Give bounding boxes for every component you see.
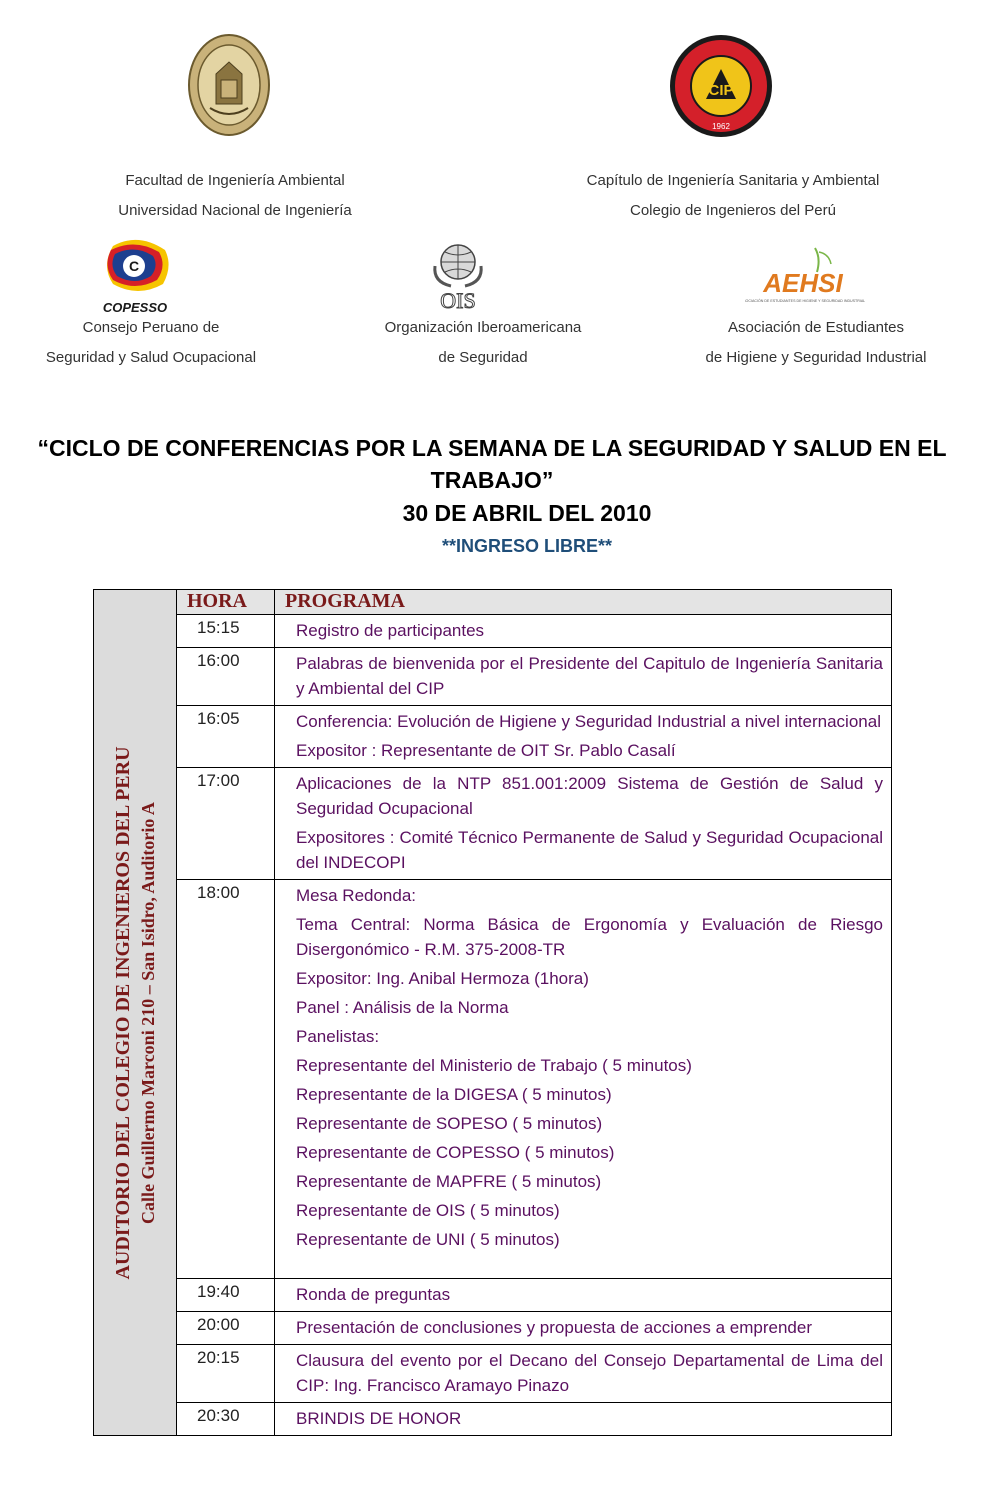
row-program (275, 648, 892, 706)
table-row (94, 1312, 892, 1345)
row-time: 16:05 (177, 706, 275, 768)
programa-header: PROGRAMA (275, 590, 892, 615)
venue-address: Calle Guillermo Marconi 210 – San Isidro, Auditorio A (138, 801, 158, 1224)
organizer-line: Asociación de Estudiantes (728, 319, 904, 336)
table-row (94, 1279, 892, 1312)
program-item: Presentación de conclusiones y propuesta de acciones a emprender (296, 1318, 812, 1337)
program-item: Panelistas: (296, 1027, 380, 1046)
venue-name: AUDITORIO DEL COLEGIO DE INGENIEROS DEL PERU (112, 745, 134, 1280)
organizer-line: Consejo Peruano de (82, 319, 220, 336)
row-time: 16:00 (177, 648, 275, 706)
row-program (275, 1403, 892, 1436)
program-item: Aplicaciones de la NTP 851.001:2009 Sistema de Gestión de Salud y Seguridad Ocupacional (296, 774, 883, 818)
organizer-line: Colegio de Ingenieros del Perú (630, 202, 836, 219)
program-item: Representante de OIS ( 5 minutos) (296, 1201, 560, 1220)
table-header-row (94, 590, 892, 615)
organizer-line: Universidad Nacional de Ingeniería (118, 202, 352, 219)
row-program (275, 880, 892, 1279)
aehsi-logo-subtext: ASOCIACIÓN DE ESTUDIANTES DE HIGIENE Y SEGURIDAD INDUSTRIAL (745, 299, 865, 303)
row-time: 20:15 (177, 1345, 275, 1403)
row-program (275, 1345, 892, 1403)
table-row (94, 880, 892, 1279)
program-item: Representante de COPESSO ( 5 minutos) (296, 1143, 615, 1162)
event-title (0, 432, 984, 496)
organizer-caption-aehsi (690, 313, 942, 373)
svg-text:C: C (128, 258, 140, 274)
table-row (94, 615, 892, 648)
row-time: 17:00 (177, 768, 275, 880)
organizer-line: Seguridad y Salud Ocupacional (45, 349, 257, 366)
program-item: Clausura del evento por el Decano del Consejo Departamental de Lima del CIP: Ing. Francisco Aramayo Pinazo (296, 1351, 883, 1395)
program-item: Representante de UNI ( 5 minutos) (296, 1230, 560, 1249)
program-item: Palabras de bienvenida por el Presidente del Capitulo de Ingeniería Sanitaria y Ambiental del CIP (296, 654, 883, 698)
cip-year-text: 1962 (712, 122, 730, 131)
program-item: Tema Central: Norma Básica de Ergonomía y Evaluación de Riesgo Disergonómico - R.M. 375-2008-TR (296, 915, 883, 959)
organizer-caption-ois (368, 313, 598, 373)
row-program (275, 1279, 892, 1312)
row-time: 19:40 (177, 1279, 275, 1312)
ois-logo-text: OIS (440, 288, 476, 312)
organizer-line: Organización Iberoamericana (384, 319, 582, 336)
aehsi-logo-text: AEHSI (763, 268, 843, 298)
row-time: 15:15 (177, 615, 275, 648)
program-item: Representante de MAPFRE ( 5 minutos) (296, 1172, 602, 1191)
copesso-logo-text: COPESSO (102, 300, 168, 315)
program-item: Panel : Análisis de la Norma (296, 998, 509, 1017)
row-program (275, 615, 892, 648)
row-program (275, 768, 892, 880)
cip-emblem-logo (668, 33, 774, 139)
table-row (94, 1345, 892, 1403)
hora-header: HORA (177, 590, 275, 615)
copesso-logo (93, 236, 183, 316)
program-item: Mesa Redonda: (296, 886, 417, 905)
organizer-line: de Higiene y Seguridad Industrial (705, 349, 927, 366)
row-program (275, 706, 892, 768)
aehsi-logo (745, 244, 865, 310)
program-item: Expositor : Representante de OIT Sr. Pablo Casalí (296, 741, 676, 760)
program-item: Expositor: Ing. Anibal Hermoza (1hora) (296, 969, 589, 988)
organizer-caption-copesso (30, 313, 272, 373)
program-table (93, 589, 892, 1436)
table-row (94, 1403, 892, 1436)
uni-seal-logo (188, 34, 270, 136)
organizer-caption-cip (570, 166, 896, 226)
event-title-line: TRABAJO” (430, 467, 554, 493)
organizer-line: de Seguridad (438, 349, 528, 366)
organizer-caption-uni (90, 166, 380, 226)
row-time: 20:30 (177, 1403, 275, 1436)
program-item: Representante de SOPESO ( 5 minutos) (296, 1114, 603, 1133)
row-time: 20:00 (177, 1312, 275, 1345)
table-row (94, 706, 892, 768)
organizer-line: Capítulo de Ingeniería Sanitaria y Ambiental (586, 172, 880, 189)
ois-logo (425, 236, 491, 312)
program-item: Representante de la DIGESA ( 5 minutos) (296, 1085, 612, 1104)
program-item: Conferencia: Evolución de Higiene y Seguridad Industrial a nivel internacional (296, 712, 881, 731)
venue-cell (94, 590, 177, 1436)
program-item: Expositores : Comité Técnico Permanente de Salud y Seguridad Ocupacional del INDECOPI (296, 828, 883, 872)
row-time: 18:00 (177, 880, 275, 1279)
organizer-line: Facultad de Ingeniería Ambiental (125, 172, 345, 189)
free-entry-note: **INGRESO LIBRE** (441, 536, 613, 556)
event-date: 30 DE ABRIL DEL 2010 (402, 500, 652, 526)
venue-label (110, 746, 160, 1279)
table-row (94, 648, 892, 706)
event-title-line: “CICLO DE CONFERENCIAS POR LA SEMANA DE LA SEGURIDAD Y SALUD EN EL (37, 435, 947, 461)
program-item: Registro de participantes (296, 621, 485, 640)
cip-mark-text: CIP (708, 82, 734, 99)
program-item: Ronda de preguntas (296, 1285, 451, 1304)
program-item: BRINDIS DE HONOR (296, 1409, 462, 1428)
row-program (275, 1312, 892, 1345)
program-item: Representante del Ministerio de Trabajo ( 5 minutos) (296, 1056, 692, 1075)
table-row (94, 768, 892, 880)
